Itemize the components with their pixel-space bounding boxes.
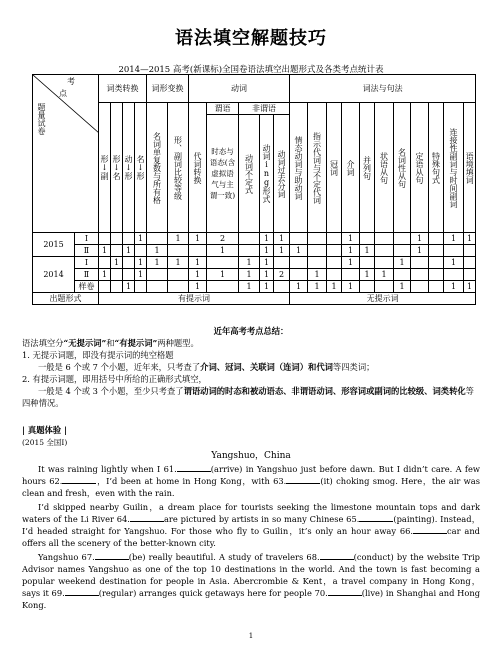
table-cell: 1 (99, 269, 111, 281)
col-lianjiexing: 连接性副词与时间副词 (449, 127, 459, 208)
col-ming-xing: 名↓形 (136, 155, 145, 180)
table-cell: 1 (207, 245, 239, 257)
col-zhuangyu: 状语从句 (379, 151, 389, 184)
col-xingfu-bijiao: 形、副词比较等级 (173, 135, 183, 200)
table-cell: 1 (147, 257, 168, 269)
table-cell (411, 281, 429, 293)
col-jieci: 介词 (346, 159, 356, 176)
table-cell (123, 269, 135, 281)
table-cell (274, 257, 290, 269)
passage-text: (it) choking smog. Here，the air was clean and fresh，even with the rain. (22, 476, 480, 498)
table-cell (239, 245, 260, 257)
table-cell (429, 257, 444, 269)
col-guoqufenci: 动词过去分词 (277, 149, 287, 198)
footer-you: 有提示词 (99, 293, 290, 305)
col-daici: 代词转换 (193, 151, 202, 184)
table-cell (375, 233, 394, 245)
passage-title: Yangshuo，China (211, 451, 291, 461)
table-cell: 1 (111, 257, 123, 269)
table-row (33, 257, 476, 269)
table-cell: 1 (342, 233, 360, 245)
col-zhishi: 指示代词与不定代词 (312, 131, 322, 204)
table-cell (111, 233, 123, 245)
summary-text: 一般是 4 个或 3 个小题，至少只考查了 (38, 386, 184, 396)
table-cell: 1 (308, 281, 327, 293)
summary-text: 等四种情况。 (22, 386, 474, 408)
table-cell: 1 (342, 257, 360, 269)
summary-emph: 介词、冠词、关联词（连词）和代词 (200, 362, 333, 372)
table-cell (135, 281, 147, 293)
table-cell: 1 (464, 233, 476, 245)
table-cell: 1 (360, 245, 375, 257)
table-cell (375, 245, 394, 257)
row-paper: Ⅰ (75, 257, 99, 269)
sub-feiweiyu: 非谓语 (239, 103, 290, 115)
table-cell (239, 233, 260, 245)
table-cell (308, 233, 327, 245)
col-mingcixing: 名词性从句 (397, 147, 407, 188)
passage-text: It was raining lightly when I 61. (38, 464, 177, 474)
blank-67[interactable] (95, 551, 129, 560)
table-cell (375, 257, 394, 269)
passage-text: (arrive) in Yangshuo just before dawn. But I didn’t care. A few hours 62. (22, 464, 480, 486)
row-paper: 样卷 (75, 281, 99, 293)
row-year: 2015 (33, 233, 75, 257)
table-cell (207, 257, 239, 269)
table-cell: 1 (394, 281, 411, 293)
passage-text: I’d skipped nearby Guilin，a dream place for tourists seeking the limestone mountain tops and dark waters of the Li River 64. (22, 502, 480, 524)
table-cell: 1 (239, 269, 260, 281)
table-cell: 1 (260, 233, 274, 245)
table-cell (464, 257, 476, 269)
group-dongci: 动词 (189, 75, 290, 103)
table-cell: 1 (444, 257, 464, 269)
blank-63[interactable] (286, 475, 320, 484)
table-cell (327, 257, 342, 269)
summary-emph: 谓语动词的时态和被动语态、非谓语动词、形容词或副词的比较级、词类转化 (183, 386, 466, 396)
col-dong-xing: 动↓形 (124, 155, 133, 180)
corner-kao: 考 (67, 77, 75, 86)
table-cell: 1 (123, 245, 135, 257)
table-cell: 1 (189, 257, 207, 269)
row-paper: Ⅰ (75, 233, 99, 245)
col-guanci: 冠词 (329, 159, 339, 176)
table-cell (394, 269, 411, 281)
blank-66[interactable] (413, 525, 447, 534)
table-cell: 1 (189, 233, 207, 245)
blank-61[interactable] (177, 463, 211, 472)
col-dingyu: 定语从句 (415, 151, 425, 184)
table-cell: 1 (168, 233, 189, 245)
page-title: 语法填空解题技巧 (175, 28, 327, 49)
passage-text: are pictured by artists in so many Chinese 65. (163, 514, 360, 524)
table-cell: 1 (99, 245, 111, 257)
summary-text: 两种题型。 (157, 338, 199, 348)
table-cell (274, 281, 290, 293)
col-budingshi: 动词不定式 (244, 153, 254, 194)
blank-68[interactable] (320, 551, 354, 560)
summary-text: 和 (106, 338, 115, 348)
col-shitai: 时态与语态(含虚拟语气与主谓一致) (209, 147, 236, 200)
table-cell: 1 (274, 233, 290, 245)
table-cell: 1 (260, 269, 274, 281)
table-cell (168, 281, 189, 293)
col-xing-ming: 形↓名 (112, 155, 121, 180)
table-cell (411, 257, 429, 269)
col-ing: 动词ing形式 (262, 144, 271, 203)
table-cell (290, 257, 308, 269)
row-year: 2014 (33, 257, 75, 293)
blank-62[interactable] (62, 475, 96, 484)
table-cell (123, 233, 135, 245)
table-cell: 1 (147, 245, 168, 257)
summary-text: 语法填空分 (22, 338, 64, 348)
table-cell: 1 (189, 269, 207, 281)
passage-paragraph-3 (22, 551, 480, 611)
summary-heading: 近年高考考点总结： (213, 326, 289, 336)
summary-text: 一般是 6 个或 7 个小题，近年来，只考查了 (38, 362, 201, 372)
col-yujing: 语境填词 (465, 151, 475, 184)
table-cell (168, 245, 189, 257)
table-cell: 1 (375, 269, 394, 281)
col-qingtai: 情态动词与助动词 (294, 135, 304, 200)
passage-text: Yangshuo 67. (38, 552, 95, 562)
table-cell (464, 245, 476, 257)
table-cell (360, 281, 375, 293)
table-cell (429, 269, 444, 281)
blank-64[interactable] (130, 513, 164, 522)
table-cell: 1 (123, 281, 135, 293)
blank-69[interactable] (65, 587, 99, 596)
table-cell: 1 (360, 269, 375, 281)
table-cell: 1 (260, 281, 274, 293)
table-cell (429, 233, 444, 245)
table-cell (394, 233, 411, 245)
table-cell (327, 245, 342, 257)
table-cell (290, 233, 308, 245)
table-cell: 1 (290, 281, 308, 293)
table-cell (342, 269, 360, 281)
row-paper: Ⅱ (75, 245, 99, 257)
group-cihui: 词法与句法 (290, 75, 476, 103)
col-xing-fu: 形↓副 (100, 155, 109, 180)
summary-emph: “有提示词” (114, 338, 158, 348)
table-cell (99, 281, 111, 293)
table-cell: 2 (274, 269, 290, 281)
table-cell: 1 (394, 257, 411, 269)
passage-text: (be) really beautiful. A study of travelers 68. (128, 552, 320, 562)
table-cell (411, 269, 429, 281)
corner-header (33, 75, 99, 233)
table-cell (360, 257, 375, 269)
summary-line-5 (22, 385, 480, 409)
table-cell (464, 269, 476, 281)
stats-table (32, 74, 476, 305)
table-cell: 1 (327, 281, 342, 293)
table-cell (394, 245, 411, 257)
table-row (33, 269, 476, 281)
table-cell (147, 269, 168, 281)
table-cell (123, 257, 135, 269)
passage-text: (live) in Shanghai and Hong Kong. (22, 588, 481, 610)
passage-text: (painting). Instead，I’d headed straight for Yangshuo. For those who fly to Guilin，it’s only an hour away 66. (22, 514, 481, 536)
table-cell (147, 233, 168, 245)
table-cell (135, 245, 147, 257)
passage-text: ，I’d been at home in Hong Kong，with 63. (96, 476, 287, 486)
passage-text: (regular) arranges quick getaways here for people 70. (98, 588, 328, 598)
table-cell: 1 (189, 281, 207, 293)
table-cell: 1 (308, 269, 327, 281)
table-cell (375, 281, 394, 293)
footer-wu: 无提示词 (290, 293, 476, 305)
summary-emph: “无提示词” (63, 338, 107, 348)
passage-text: car and offers all the scenery of the better-known city. (22, 526, 480, 548)
table-cell: 2 (207, 233, 239, 245)
table-caption: 2014—2015 高考(新课标)全国卷语法填空出题形式及各类考点统计表 (118, 65, 384, 75)
table-cell: 1 (274, 245, 290, 257)
section-heading: | 真题体验 | (22, 425, 68, 435)
table-cell: 1 (207, 269, 239, 281)
col-binglie: 并列句 (362, 155, 372, 180)
table-cell: 1 (239, 281, 260, 293)
summary-line-1 (22, 337, 480, 349)
table-cell: 1 (168, 257, 189, 269)
table-cell: 1 (135, 269, 147, 281)
table-cell: 1 (342, 245, 360, 257)
corner-tiliang: 题量试卷 (37, 103, 46, 135)
table-cell: 1 (260, 257, 274, 269)
summary-line-2: 1. 无提示词题，即没有提示词的纯空格题 (22, 350, 174, 360)
passage-paragraph-2 (22, 501, 480, 549)
table-cell: 1 (342, 281, 360, 293)
col-mingci-fushu: 名词单复数与所有格 (152, 131, 162, 204)
table-cell: 1 (464, 281, 476, 293)
corner-dian: 点 (59, 89, 67, 98)
footer-label: 出题形式 (33, 293, 99, 305)
passage-paragraph-1 (22, 463, 480, 499)
table-cell: 1 (444, 281, 464, 293)
table-cell: 1 (135, 233, 147, 245)
table-row (33, 245, 476, 257)
group-cixing: 词形变换 (147, 75, 189, 103)
section-source: (2015 全国Ⅰ) (22, 438, 68, 447)
blank-65[interactable] (359, 513, 393, 522)
table-cell (290, 269, 308, 281)
table-cell: 1 (411, 233, 429, 245)
table-cell: 1 (260, 245, 274, 257)
table-cell (207, 281, 239, 293)
table-cell (444, 245, 464, 257)
col-teshu: 特殊句式 (431, 151, 441, 184)
table-row (33, 233, 476, 245)
table-cell (327, 233, 342, 245)
table-cell (99, 257, 111, 269)
table-cell (168, 269, 189, 281)
table-cell (111, 245, 123, 257)
table-cell (308, 257, 327, 269)
table-cell (327, 269, 342, 281)
table-cell (444, 269, 464, 281)
page-number: 1 (248, 632, 254, 640)
table-cell (360, 233, 375, 245)
table-cell: 1 (411, 245, 429, 257)
summary-line-3 (22, 361, 480, 373)
table-cell (308, 245, 327, 257)
table-cell (111, 281, 123, 293)
table-cell (111, 269, 123, 281)
blank-70[interactable] (328, 587, 362, 596)
table-cell (189, 245, 207, 257)
table-cell: 1 (444, 233, 464, 245)
table-cell (429, 245, 444, 257)
passage-text: (conduct) by the website Trip Advisor names Yangshuo as one of the top 10 destinations in the world. And the town is fast becoming a popular weekend destination for people in Asia. Abercrombie & Kent，a travel company in Hong Kong，says it 69. (22, 552, 480, 598)
table-cell: 1 (290, 245, 308, 257)
summary-line-4: 2. 有提示词题，即用括号中所给的正确形式填空， (22, 374, 207, 384)
table-cell (147, 281, 168, 293)
table-cell: 1 (239, 257, 260, 269)
summary-text: 等四类词； (332, 362, 375, 372)
table-row (33, 281, 476, 293)
table-cell (99, 233, 111, 245)
group-cilei: 词类转换 (99, 75, 147, 103)
table-cell: 1 (135, 257, 147, 269)
sub-weiyu: 谓语 (207, 103, 239, 115)
table-cell (429, 281, 444, 293)
row-paper: Ⅱ (75, 269, 99, 281)
